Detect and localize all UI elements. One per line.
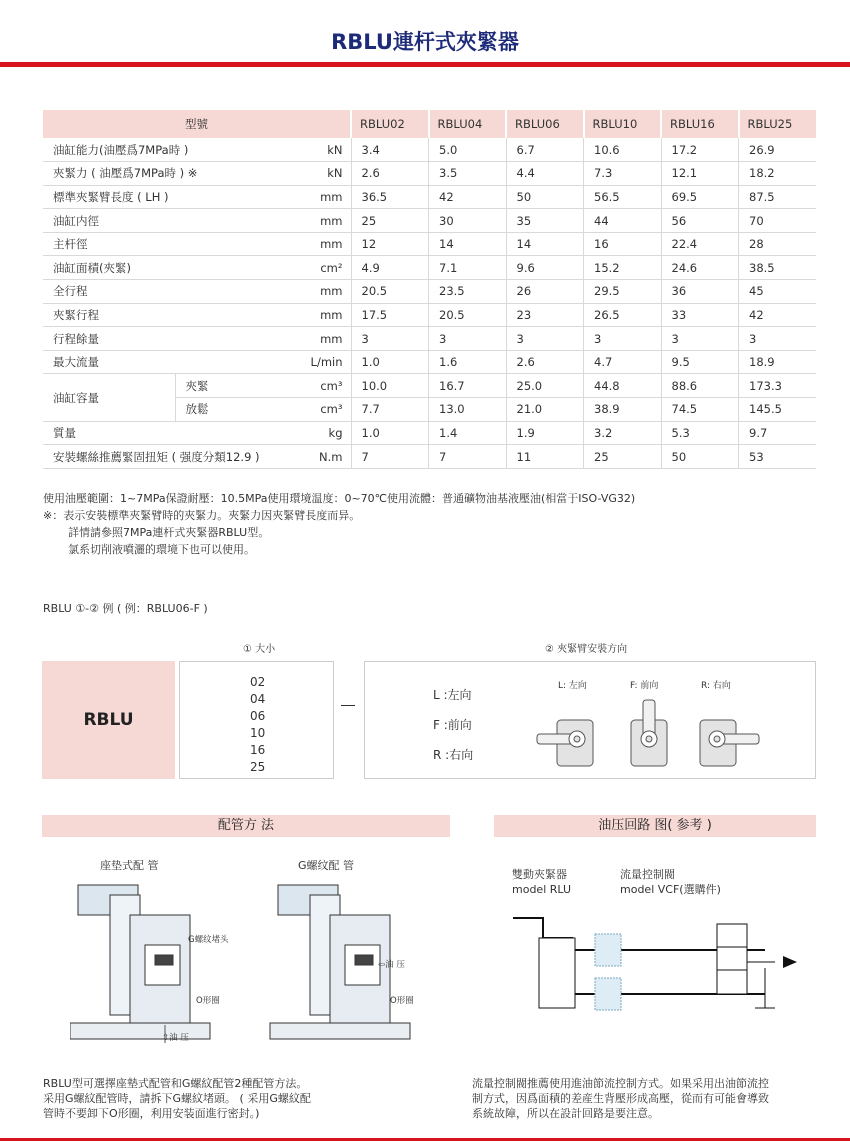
row-value: 38.5 <box>739 256 817 280</box>
row-value: 1.9 <box>506 421 584 445</box>
header-model: RBLU02 <box>351 110 429 138</box>
row-unit: mm <box>285 303 351 327</box>
row-label: 油缸面積(夾緊) <box>43 256 285 280</box>
row-value: 16 <box>584 232 662 256</box>
pad-piping-drawing <box>70 885 210 1043</box>
hydraulic-circuit-diagram <box>505 898 835 1028</box>
row-value: 23 <box>506 303 584 327</box>
note-line: 詳情請參照7MPa連杆式夾緊器RBLU型。 <box>68 526 270 539</box>
size-label: ① 大小 <box>243 644 276 655</box>
circuit-label-valve-model: model VCF(選購件) <box>620 883 721 896</box>
row-value: 10.0 <box>351 374 429 398</box>
callout-oring: O形圈 <box>196 996 220 1006</box>
piping-left-subtitle: 座垫式配 管 <box>100 859 159 872</box>
row-unit: N.m <box>285 445 351 469</box>
row-unit: cm³ <box>285 374 351 398</box>
dir-icon-label-left: L: 左向 <box>558 681 587 691</box>
row-value: 15.2 <box>584 256 662 280</box>
note-line: 使用油壓範圍：1~7MPa保證耐壓：10.5MPa使用環境温度：0~70℃使用流體：普通礦物油基液壓油(相當于ISO-VG32) <box>43 492 636 505</box>
row-unit: cm² <box>285 256 351 280</box>
row-value: 18.9 <box>739 350 817 374</box>
row-unit: cm³ <box>285 398 351 422</box>
circuit-label-clamp-name: 雙動夾緊器 <box>512 868 567 881</box>
clamp-front-icon <box>631 700 667 766</box>
row-value: 1.4 <box>429 421 507 445</box>
row-value: 17.2 <box>661 138 739 162</box>
row-value: 53 <box>739 445 817 469</box>
table-row <box>43 232 816 256</box>
row-value: 36 <box>661 280 739 304</box>
row-label: 油缸容量 <box>43 374 175 421</box>
table-row <box>43 209 816 233</box>
row-value: 12 <box>351 232 429 256</box>
callout-g-plug: G螺纹堵头 <box>188 935 229 945</box>
row-value: 74.5 <box>661 398 739 422</box>
row-label: 行程餘量 <box>43 327 285 351</box>
page-title: RBLU連杆式夾緊器 <box>331 30 519 54</box>
row-value: 1.6 <box>429 350 507 374</box>
row-value: 3 <box>584 327 662 351</box>
circuit-label-clamp <box>512 867 571 897</box>
callout-oring-2: O形圈 <box>390 996 414 1006</box>
header-model: RBLU25 <box>739 110 817 138</box>
row-value: 25 <box>584 445 662 469</box>
row-value: 4.9 <box>351 256 429 280</box>
row-sublabel: 夾緊 <box>175 374 285 398</box>
circuit-text-line: 制方式，因爲面積的差産生背壓形成高壓，從而有可能會導致 <box>472 1092 769 1105</box>
row-label: 最大流量 <box>43 350 285 374</box>
row-value: 7 <box>351 445 429 469</box>
row-value: 11 <box>506 445 584 469</box>
row-value: 3 <box>351 327 429 351</box>
row-unit: mm <box>285 185 351 209</box>
row-value: 56.5 <box>584 185 662 209</box>
row-value: 3 <box>506 327 584 351</box>
row-value: 7.3 <box>584 162 662 186</box>
size-option: 16 <box>250 743 266 757</box>
table-row <box>43 256 816 280</box>
row-unit: mm <box>285 327 351 351</box>
row-value: 26 <box>506 280 584 304</box>
row-value: 5.3 <box>661 421 739 445</box>
header-model-label: 型號 <box>43 110 351 138</box>
dir-icon-label-right: R: 右向 <box>701 681 731 691</box>
row-value: 50 <box>661 445 739 469</box>
row-value: 9.5 <box>661 350 739 374</box>
table-row <box>43 138 816 162</box>
table-header-row <box>43 110 816 138</box>
row-value: 2.6 <box>506 350 584 374</box>
note-line: 氯系切削液噴灑的環境下也可以使用。 <box>68 543 255 556</box>
row-value: 24.6 <box>661 256 739 280</box>
dir-icon-label-front: F: 前向 <box>630 681 659 691</box>
row-label: 標準夾緊臂長度 ( LH ) <box>43 185 285 209</box>
row-unit: mm <box>285 209 351 233</box>
direction-label: ② 夾緊臂安裝方向 <box>545 644 628 655</box>
header-model: RBLU16 <box>661 110 739 138</box>
header-model: RBLU06 <box>506 110 584 138</box>
row-value: 29.5 <box>584 280 662 304</box>
row-unit: kN <box>285 162 351 186</box>
header-model: RBLU04 <box>429 110 507 138</box>
direction-options <box>364 661 816 779</box>
row-value: 20.5 <box>429 303 507 327</box>
clamp-left-icon <box>537 720 593 766</box>
callout-oil-bottom: ⇧油 压 <box>162 1033 189 1043</box>
table-row <box>43 185 816 209</box>
row-value: 14 <box>429 232 507 256</box>
size-option: 10 <box>250 726 266 740</box>
row-sublabel: 放鬆 <box>175 398 285 422</box>
row-value: 25.0 <box>506 374 584 398</box>
table-row <box>43 280 816 304</box>
circuit-text-line: 系統故障，所以在設計回路是要注意。 <box>472 1107 659 1120</box>
row-value: 17.5 <box>351 303 429 327</box>
table-row <box>43 162 816 186</box>
code-separator <box>341 705 355 706</box>
row-value: 9.6 <box>506 256 584 280</box>
table-row <box>43 421 816 445</box>
row-value: 2.6 <box>351 162 429 186</box>
row-value: 3 <box>429 327 507 351</box>
piping-description <box>43 1076 311 1121</box>
direction-option: R :右向 <box>433 748 474 762</box>
row-label: 油缸能力(油壓爲7MPa時 ) <box>43 138 285 162</box>
table-row <box>43 374 816 398</box>
size-option: 04 <box>250 692 266 706</box>
row-value: 33 <box>661 303 739 327</box>
size-option: 02 <box>250 675 266 689</box>
row-value: 30 <box>429 209 507 233</box>
model-prefix: RBLU <box>83 710 134 730</box>
circuit-text-line: 流量控制閥推薦使用進油節流控制方式。如果采用出油節流控 <box>472 1077 769 1090</box>
row-value: 10.6 <box>584 138 662 162</box>
size-option: 25 <box>250 760 266 774</box>
row-label: 全行程 <box>43 280 285 304</box>
row-value: 3 <box>739 327 817 351</box>
direction-option: F :前向 <box>433 718 472 732</box>
row-value: 12.1 <box>661 162 739 186</box>
row-value: 6.7 <box>506 138 584 162</box>
row-value: 42 <box>739 303 817 327</box>
table-row <box>43 445 816 469</box>
circuit-label-clamp-model: model RLU <box>512 883 572 896</box>
title-underline <box>0 62 850 67</box>
row-label: 油缸内徑 <box>43 209 285 233</box>
table-row <box>43 350 816 374</box>
row-value: 3.4 <box>351 138 429 162</box>
model-prefix-box <box>42 661 175 779</box>
row-value: 69.5 <box>661 185 739 209</box>
row-value: 4.7 <box>584 350 662 374</box>
row-value: 56 <box>661 209 739 233</box>
row-value: 3.5 <box>429 162 507 186</box>
piping-right-subtitle: G螺纹配 管 <box>298 859 355 872</box>
spec-table <box>43 110 816 469</box>
row-value: 18.2 <box>739 162 817 186</box>
row-label: 夾緊行程 <box>43 303 285 327</box>
notes <box>43 490 635 558</box>
row-unit: kg <box>285 421 351 445</box>
piping-text-line: RBLU型可選擇座墊式配管和G螺紋配管2種配管方法。 <box>43 1077 308 1090</box>
row-value: 7.7 <box>351 398 429 422</box>
row-value: 4.4 <box>506 162 584 186</box>
row-value: 26.9 <box>739 138 817 162</box>
row-value: 173.3 <box>739 374 817 398</box>
row-value: 44.8 <box>584 374 662 398</box>
row-value: 1.0 <box>351 421 429 445</box>
header-model: RBLU10 <box>584 110 662 138</box>
row-value: 36.5 <box>351 185 429 209</box>
row-unit: mm <box>285 232 351 256</box>
table-row <box>43 303 816 327</box>
row-value: 42 <box>429 185 507 209</box>
row-value: 9.7 <box>739 421 817 445</box>
row-value: 21.0 <box>506 398 584 422</box>
row-value: 5.0 <box>429 138 507 162</box>
row-unit: L/min <box>285 350 351 374</box>
row-unit: kN <box>285 138 351 162</box>
row-label: 夾緊力 ( 油壓爲7MPa時 ) ※ <box>43 162 285 186</box>
row-label: 質量 <box>43 421 285 445</box>
row-value: 50 <box>506 185 584 209</box>
row-value: 26.5 <box>584 303 662 327</box>
size-options <box>179 661 334 779</box>
circuit-section-title: 油压回路 图( 参考 ) <box>494 815 816 837</box>
row-value: 1.0 <box>351 350 429 374</box>
row-value: 35 <box>506 209 584 233</box>
direction-icons <box>365 662 817 780</box>
row-value: 7.1 <box>429 256 507 280</box>
row-label: 安裝螺絲推薦緊固扭矩 ( 强度分類12.9 ) <box>43 445 285 469</box>
row-value: 23.5 <box>429 280 507 304</box>
row-value: 22.4 <box>661 232 739 256</box>
model-code-line: RBLU ①-② 例 ( 例：RBLU06-F ) <box>43 602 208 615</box>
row-unit: mm <box>285 280 351 304</box>
row-value: 7 <box>429 445 507 469</box>
row-value: 87.5 <box>739 185 817 209</box>
row-value: 70 <box>739 209 817 233</box>
size-option: 06 <box>250 709 266 723</box>
row-value: 25 <box>351 209 429 233</box>
row-value: 44 <box>584 209 662 233</box>
row-value: 3 <box>661 327 739 351</box>
row-label: 主杆徑 <box>43 232 285 256</box>
row-value: 20.5 <box>351 280 429 304</box>
piping-text-line: 管時不要卸下O形圈，利用安装面進行密封。) <box>43 1107 260 1120</box>
callout-oil-side: ⇦油 压 <box>378 960 405 970</box>
circuit-label-valve-name: 流量控制閥 <box>620 868 675 881</box>
row-value: 3.2 <box>584 421 662 445</box>
row-value: 38.9 <box>584 398 662 422</box>
clamp-right-icon <box>700 720 759 766</box>
piping-section-title: 配管方 法 <box>42 815 450 837</box>
direction-option: L :左向 <box>433 688 472 702</box>
circuit-description <box>472 1076 769 1121</box>
table-row <box>43 327 816 351</box>
circuit-label-valve <box>620 867 721 897</box>
piping-text-line: 采用G螺紋配管時，請拆下G螺紋堵頭。 ( 采用G螺紋配 <box>43 1092 311 1105</box>
row-value: 14 <box>506 232 584 256</box>
row-value: 145.5 <box>739 398 817 422</box>
row-value: 28 <box>739 232 817 256</box>
row-value: 16.7 <box>429 374 507 398</box>
note-line: ※：表示安裝標準夾緊臂時的夾緊力。夾緊力因夾緊臂長度而异。 <box>43 509 361 522</box>
row-value: 45 <box>739 280 817 304</box>
row-value: 13.0 <box>429 398 507 422</box>
row-value: 88.6 <box>661 374 739 398</box>
